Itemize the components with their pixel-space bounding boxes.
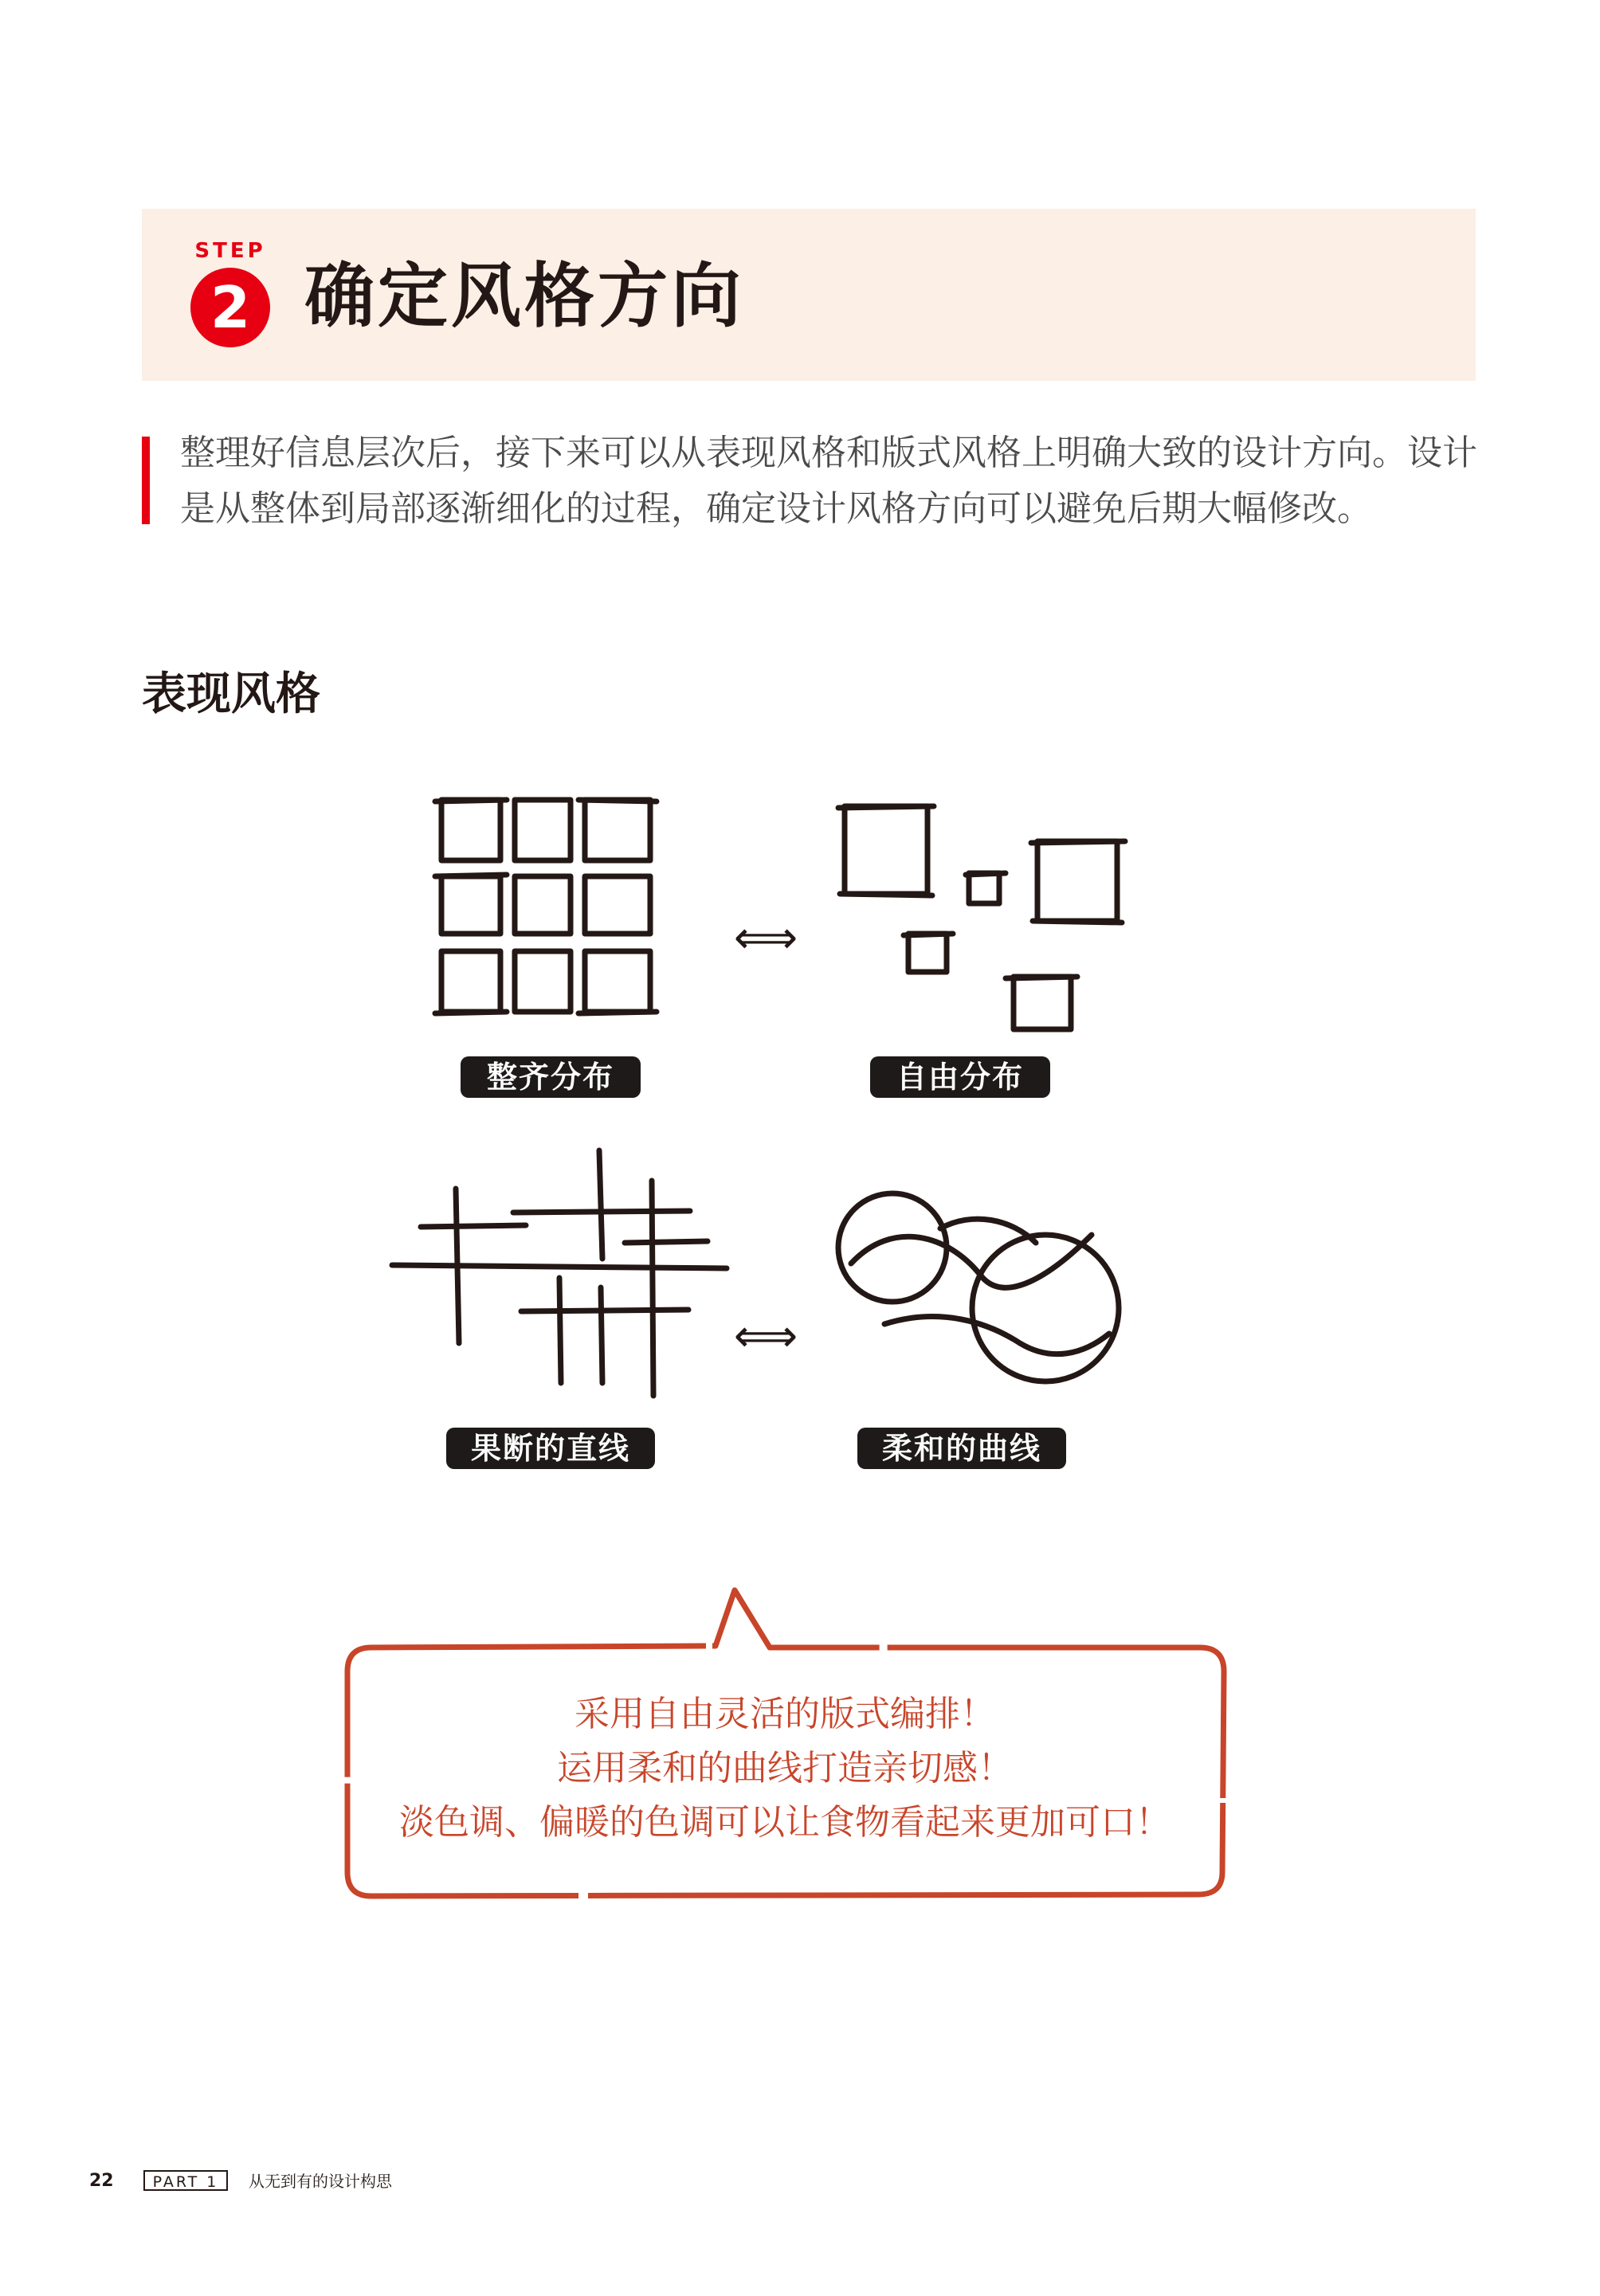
aligned-grid-sketch: [430, 793, 661, 1025]
callout-line: 运用柔和的曲线打造亲切感！: [557, 1748, 1013, 1789]
chapter-title: 从无到有的设计构思: [249, 2172, 392, 2191]
page-number: 22: [89, 2171, 114, 2191]
intro-paragraph: 整理好信息层次后，接下来可以从表现风格和版式风格上明确大致的设计方向。设计是从整体到局部逐渐细化的过程，确定设计风格方向可以避免后期大幅修改。: [180, 433, 1477, 529]
label-straight: 果断的直线: [446, 1428, 655, 1469]
part-label: PART 1: [143, 2170, 228, 2191]
step-label: STEP: [194, 239, 266, 263]
gentle-curves-sketch: [829, 1187, 1131, 1394]
label-free: 自由分布: [870, 1056, 1050, 1098]
callout-line: 淡色调、偏暖的色调可以让食物看起来更加可口！: [399, 1802, 1171, 1843]
straight-lines-sketch: [386, 1144, 736, 1407]
section-heading: 表现风格: [142, 668, 320, 720]
step-badge: [188, 239, 273, 351]
free-distribution-sketch: [829, 797, 1131, 1044]
callout-line: 采用自由灵活的版式编排！: [575, 1694, 995, 1734]
label-aligned: 整齐分布: [461, 1056, 641, 1098]
step-number: 2: [190, 268, 270, 347]
callout-text: [339, 1687, 1230, 1850]
label-curves: 柔和的曲线: [857, 1428, 1066, 1469]
arrow-icon: ⟺: [733, 912, 798, 964]
arrow-icon: ⟺: [733, 1311, 798, 1362]
page-title: 确定风格方向: [304, 255, 745, 337]
intro-accent-bar: [142, 437, 150, 524]
